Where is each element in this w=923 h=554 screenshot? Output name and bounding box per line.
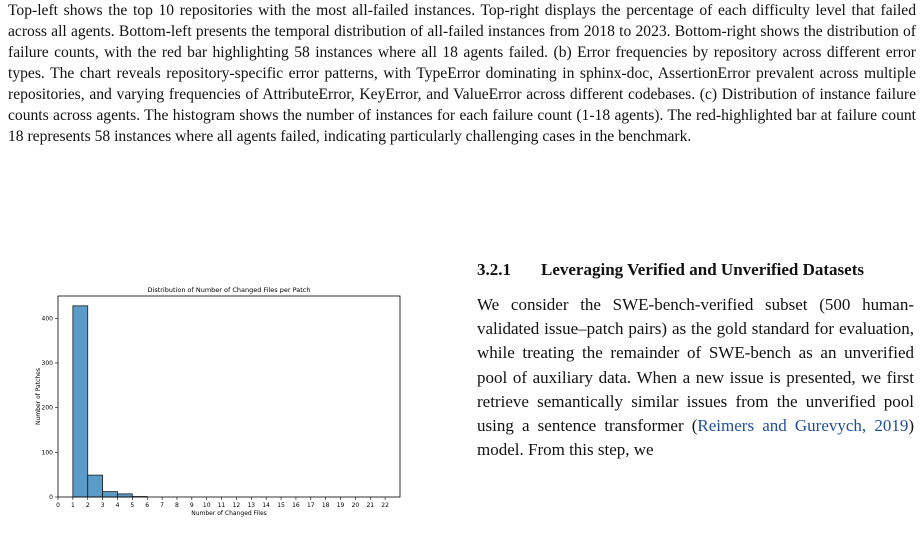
x-tick-label-11: 11: [218, 502, 226, 509]
x-tick-label-15: 15: [277, 502, 285, 509]
x-tick-label-20: 20: [352, 502, 360, 509]
x-tick-label-9: 9: [190, 502, 194, 509]
x-tick-label-14: 14: [262, 502, 270, 509]
x-tick-label-22: 22: [381, 502, 389, 509]
y-axis-label: Number of Patches: [35, 368, 42, 425]
x-tick-label-21: 21: [366, 502, 374, 509]
citation-link[interactable]: Reimers and Gurevych, 2019: [697, 416, 908, 435]
section-3-2-1: [477, 258, 914, 462]
x-tick-label-19: 19: [337, 502, 345, 509]
x-tick-label-8: 8: [175, 502, 179, 509]
y-tick-label-200: 200: [42, 405, 54, 412]
x-tick-label-1: 1: [71, 502, 75, 509]
x-tick-label-13: 13: [247, 502, 255, 509]
paragraph-text-start: We consider the SWE-bench-verified subset (500 human-validated issue–patch pairs) as the gold standard for evaluation, while treating the remainder of SWE-bench as an unverified pool of auxiliary data. When a new issue is presented, we first retrieve semantically similar issues from the unverified pool using a sentence transformer (: [477, 295, 914, 435]
bar-2: [88, 475, 103, 497]
x-tick-label-0: 0: [56, 502, 60, 509]
y-tick-label-400: 400: [42, 315, 54, 322]
y-tick-label-300: 300: [42, 360, 54, 367]
bar-1: [73, 306, 88, 497]
x-tick-label-2: 2: [86, 502, 90, 509]
section-paragraph: [477, 293, 914, 462]
x-axis-label: Number of Changed Files: [191, 510, 267, 517]
x-tick-label-5: 5: [130, 502, 134, 509]
caption-text: Top-left shows the top 10 repositories with the most all-failed instances. Top-right displays the percentage of each difficulty level that failed across all agents. Bottom-left presents the temporal distribution of all-failed instances from 2018 to 2023. Bottom-right shows the distribution of failure counts, with the red bar highlighting 58 instances where all 18 agents failed. (b) Error frequencies by repository across different error types. The chart reveals repository-specific error patterns, with TypeError dominating in sphinx-doc, AssertionError prevalent across multiple repositories, and varying frequencies of AttributeError, KeyError, and ValueError across different codebases. (c) Distribution of instance failure counts across agents. The histogram shows the number of instances for each failure count (1-18 agents). The red-highlighted bar at failure count 18 represents 58 instances where all agents failed, indicating particularly challenging cases in the benchmark.: [8, 2, 916, 145]
y-tick-label-100: 100: [42, 449, 54, 456]
x-tick-label-7: 7: [160, 502, 164, 509]
x-tick-label-6: 6: [145, 502, 149, 509]
bar-4: [117, 494, 132, 497]
paragraph-text-end: ) model. From this step, we: [477, 416, 914, 459]
changed-files-histogram: [0, 278, 410, 549]
section-number: 3.2.1: [477, 258, 541, 281]
x-tick-label-12: 12: [233, 502, 241, 509]
x-tick-label-10: 10: [203, 502, 211, 509]
x-tick-label-3: 3: [101, 502, 105, 509]
x-tick-label-16: 16: [292, 502, 300, 509]
chart-title: Distribution of Number of Changed Files per Patch: [148, 286, 311, 294]
y-tick-label-0: 0: [49, 494, 53, 501]
figure-caption: [8, 0, 916, 147]
plot-frame: [58, 296, 400, 497]
x-tick-label-17: 17: [307, 502, 315, 509]
x-tick-label-18: 18: [322, 502, 330, 509]
section-heading: [477, 258, 914, 281]
histogram-svg: [0, 278, 410, 549]
x-tick-label-4: 4: [116, 502, 120, 509]
section-title: Leveraging Verified and Unverified Datasets: [541, 258, 864, 281]
bar-3: [103, 492, 118, 497]
